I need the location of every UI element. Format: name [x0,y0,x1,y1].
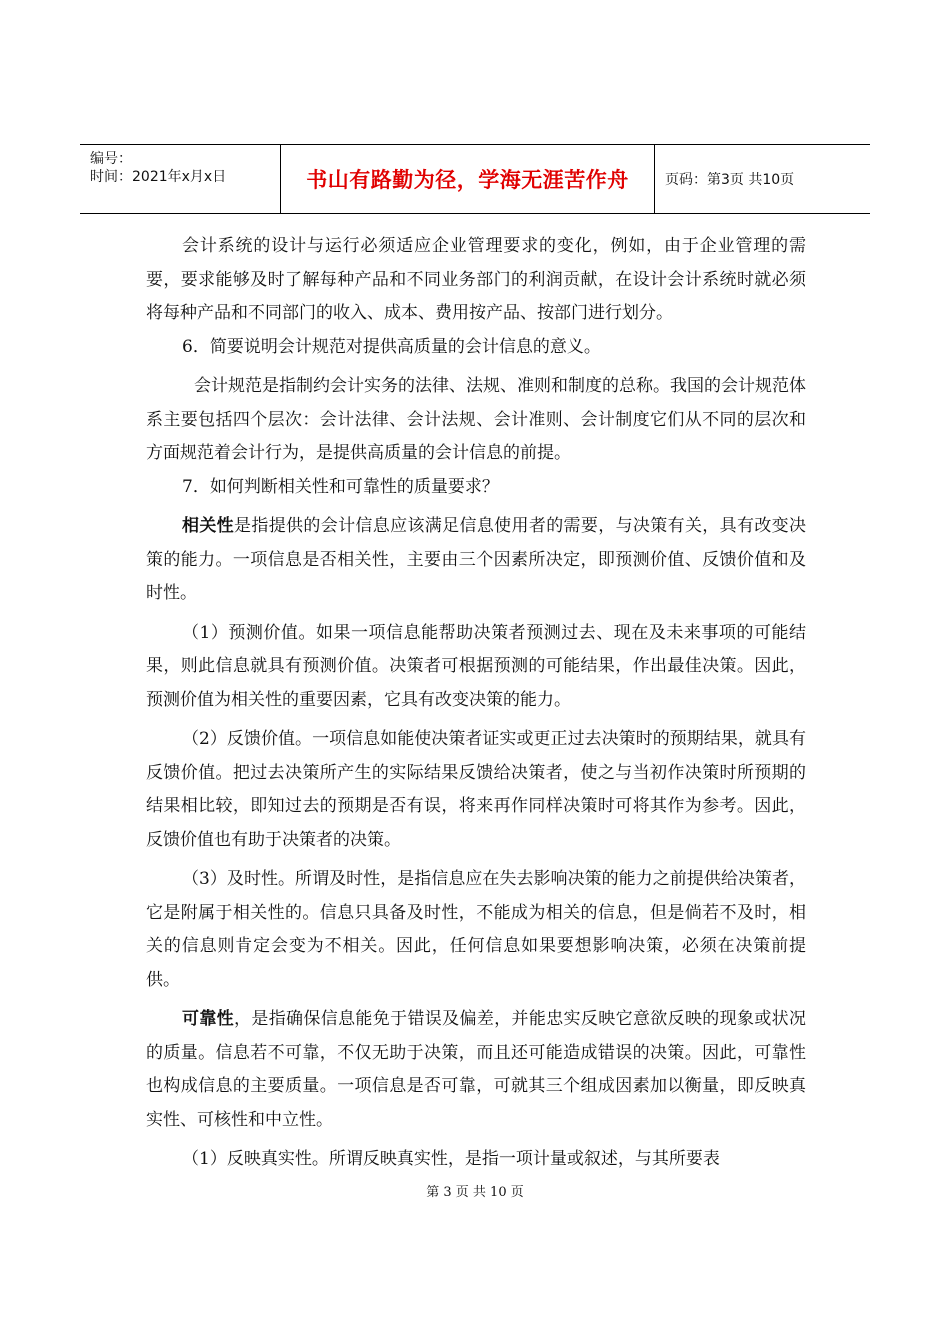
question-6: 6．简要说明会计规范对提供高质量的会计信息的意义。 [182,336,601,357]
page-footer: 第 3 页 共 10 页 [426,1185,524,1200]
relevance-definition: 是指提供的会计信息应该满足信息使用者的需要，与决策有关，具有改变决策的能力。一项信息是否相关性，主要由三个因素所决定，即预测价值、反馈价值和及时性。 [146,516,807,603]
paragraph-timeliness: （3）及时性。所谓及时性，是指信息应在失去影响决策的能力之前提供给决策者，它是附属于相关性的。信息只具备及时性，不能成为相关的信息，但是倘若不及时，相关的信息则肯定会变为不相关。因此，任何信息如果要想影响决策，必须在决策前提供。 [146,869,806,990]
paragraph-system-design: 会计系统的设计与运行必须适应企业管理要求的变化，例如，由于企业管理的需要，要求能够及时了解每种产品和不同业务部门的利润贡献，在设计会计系统时就必须将每种产品和不同部门的收入、成本、费用按产品、按部门进行划分。 [146,236,806,323]
header-meta [80,145,281,213]
document-time-label: 时间：2021年x月x日 [90,169,227,185]
header-motto: 书山有路勤为径，学海无涯苦作舟 [281,145,655,213]
reliability-term: 可靠性 [182,1009,235,1029]
paragraph-faithful-representation: （1）反映真实性。所谓反映真实性，是指一项计量或叙述，与其所要表 [182,1149,720,1169]
relevance-term: 相关性 [182,516,235,536]
document-body [146,230,806,1177]
question-7: 7．如何判断相关性和可靠性的质量要求？ [182,476,499,497]
reliability-definition: ，是指确保信息能免于错误及偏差，并能忠实反映它意欲反映的现象或状况的质量。信息若不可靠，不仅无助于决策，而且还可能造成错误的决策。因此，可靠性也构成信息的主要质量。一项信息是否可靠，可就其三个组成因素加以衡量，即反映真实性、可核性和中立性。 [146,1009,807,1130]
paragraph-predictive-value: （1）预测价值。如果一项信息能帮助决策者预测过去、现在及未来事项的可能结果，则此信息就具有预测价值。决策者可根据预测的可能结果，作出最佳决策。因此，预测价值为相关性的重要因素，它具有改变决策的能力。 [146,622,806,710]
paragraph-relevance [146,510,806,611]
paragraph-reliability [146,1003,806,1137]
paragraph-feedback-value: （2）反馈价值。一项信息如能使决策者证实或更正过去决策时的预期结果，就具有反馈价值。把过去决策所产生的实际结果反馈给决策者，使之与当初作决策时所预期的结果相比较，即知过去的预期是否有误，将来再作同样决策时可将其作为参考。因此，反馈价值也有助于决策者的决策。 [146,729,806,850]
page-header [80,144,870,214]
document-number-label: 编号： [90,151,132,167]
paragraph-accounting-norms: 会计规范是指制约会计实务的法律、法规、准则和制度的总称。我国的会计规范体系主要包括四个层次：会计法律、会计法规、会计准则、会计制度它们从不同的层次和方面规范着会计行为，是提供高质量的会计信息的前提。 [146,376,806,463]
header-page-number: 页码：第3页 共10页 [665,172,795,188]
